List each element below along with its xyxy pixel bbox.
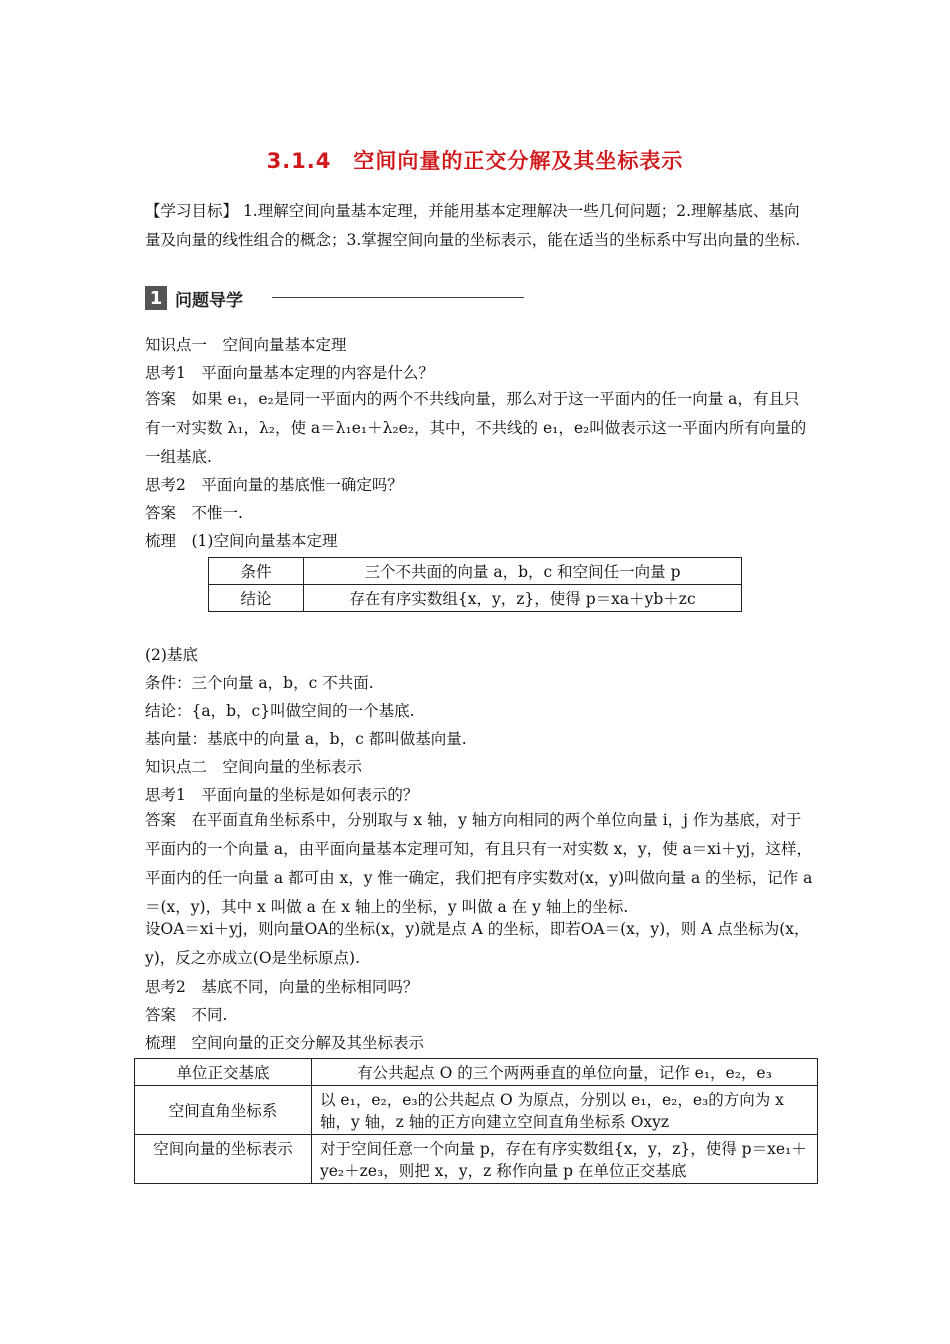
table-cell-value: 三个不共面的向量 a，b，c 和空间任一向量 p — [304, 558, 742, 585]
table-cell-label: 结论 — [209, 585, 304, 612]
k2-summary: 梳理 空间向量的正交分解及其坐标表示 — [145, 1034, 425, 1052]
k1-heading: 知识点一 空间向量基本定理 — [145, 336, 347, 354]
basis-condition: 条件：三个向量 a，b，c 不共面. — [145, 674, 374, 692]
k2-question-1: 思考1 平面向量的坐标是如何表示的？ — [145, 786, 419, 804]
k1-answer-1: 答案 如果 e₁，e₂是同一平面内的两个不共线向量，那么对于这一平面内的任一向量 a，有且只有一对实数 λ₁，λ₂，使 a＝λ₁e₁＋λ₂e₂，其中，不共线的 e₁，e₂叫做表示这一平面内所有向量的一组基底. — [145, 390, 807, 466]
k2-question-2: 思考2 基底不同，向量的坐标相同吗？ — [145, 978, 419, 996]
theorem-table — [208, 557, 742, 612]
goals-text: 1.理解空间向量基本定理，并能用基本定理解决一些几何问题；2.理解基底、基向量及向量的线性组合的概念；3.掌握空间向量的坐标表示，能在适当的坐标系中写出向量的坐标. — [145, 202, 801, 249]
goals-label: 【学习目标】 — [145, 202, 239, 220]
table-cell-value: 对于空间任意一个向量 p，存在有序实数组{x，y，z}，使得 p＝xe₁＋ye₂＋ze₃，则把 x，y，z 称作向量 p 在单位正交基底 — [312, 1135, 818, 1184]
page-title: 3.1.4 空间向量的正交分解及其坐标表示 — [266, 149, 684, 173]
learning-goals — [145, 197, 813, 255]
basis-conclusion: 结论：{a，b，c}叫做空间的一个基底. — [145, 702, 415, 720]
k2-answer-1b: 设OA＝xi＋yj，则向量OA的坐标(x，y)就是点 A 的坐标，即若OA＝(x，y)，则 A 点坐标为(x，y)，反之亦成立(O是坐标原点). — [145, 920, 810, 967]
table-cell-value: 有公共起点 O 的三个两两垂直的单位向量，记作 e₁，e₂，e₃ — [312, 1059, 818, 1086]
table-cell-value: 以 e₁，e₂，e₃的公共起点 O 为原点，分别以 e₁，e₂，e₃的方向为 x 轴，y 轴，z 轴的正方向建立空间直角坐标系 Oxyz — [312, 1086, 818, 1135]
section-header — [145, 286, 243, 310]
k1-question-1: 思考1 平面向量基本定理的内容是什么？ — [145, 364, 434, 382]
table-row — [209, 585, 742, 612]
basis-title: (2)基底 — [145, 646, 198, 664]
table-cell-label: 空间直角坐标系 — [135, 1086, 312, 1135]
k2-answer-1: 答案 在平面直角坐标系中，分别取与 x 轴，y 轴方向相同的两个单位向量 i，j 作为基底，对于平面内的一个向量 a，由平面向量基本定理可知，有且只有一对实数 x，y，使 a＝xi＋yj，这样，平面内的任一向量 a 都可由 x，y 惟一确定，我们把有序实数对(x，y)叫做向量 a 的坐标，记作 a＝(x，y)，其中 x 叫做 a 在 x 轴上的坐标，y 叫做 a 在 y 轴上的坐标. — [145, 811, 813, 916]
table-cell-label: 空间向量的坐标表示 — [135, 1135, 312, 1184]
k2-heading: 知识点二 空间向量的坐标表示 — [145, 758, 363, 776]
table-cell-value: 存在有序实数组{x，y，z}，使得 p＝xa＋yb＋zc — [304, 585, 742, 612]
table-cell-label: 条件 — [209, 558, 304, 585]
table-row — [135, 1135, 818, 1184]
k1-question-2: 思考2 平面向量的基底惟一确定吗？ — [145, 476, 403, 494]
basis-vectors: 基向量：基底中的向量 a，b，c 都叫做基向量. — [145, 730, 467, 748]
table-cell-label: 单位正交基底 — [135, 1059, 312, 1086]
k2-answer-2: 答案 不同. — [145, 1006, 228, 1024]
table-row — [135, 1086, 818, 1135]
section-number: 1 — [145, 286, 167, 310]
coordinate-table — [134, 1058, 818, 1184]
section-title: 问题导学 — [175, 290, 243, 311]
k1-summary: 梳理 (1)空间向量基本定理 — [145, 532, 338, 550]
section-rule — [272, 297, 524, 298]
k1-answer-2: 答案 不惟一. — [145, 504, 243, 522]
table-row — [209, 558, 742, 585]
table-row — [135, 1059, 818, 1086]
